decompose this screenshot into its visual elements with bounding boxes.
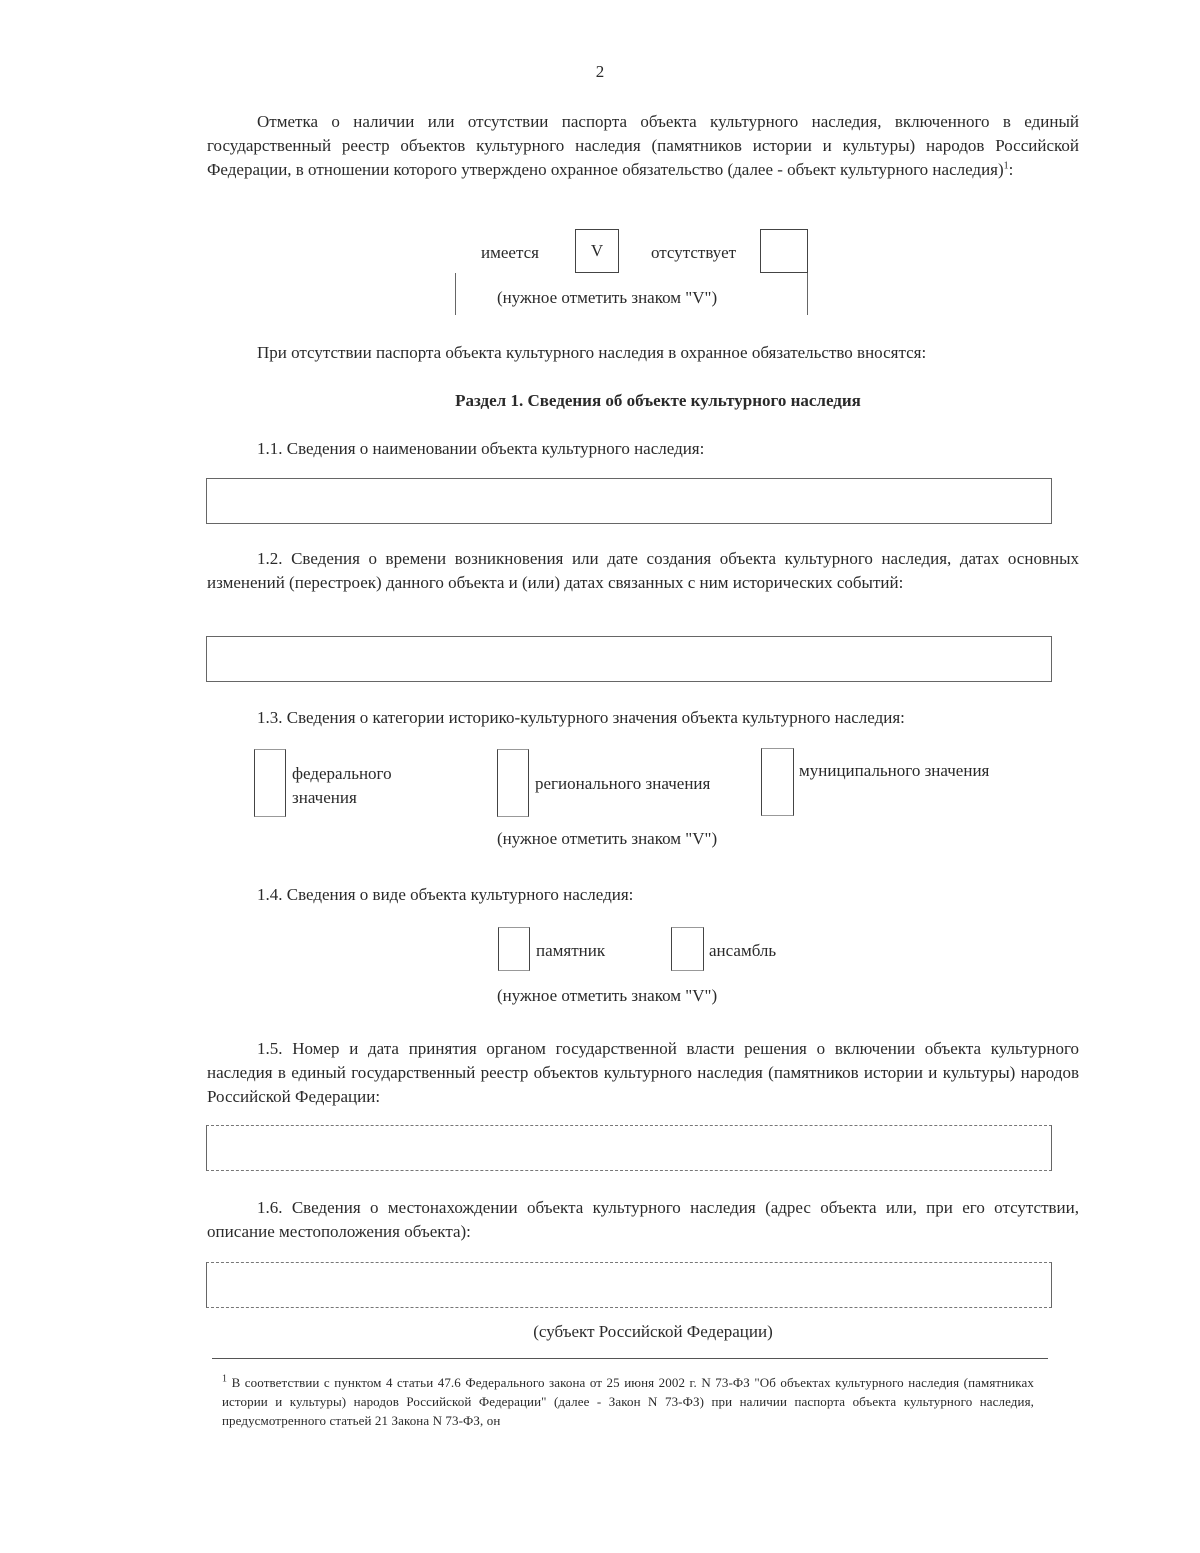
- federal-label: федерального значения: [292, 764, 392, 807]
- municipal-checkbox[interactable]: [761, 748, 794, 816]
- s1-1-label: 1.1. Сведения о наименовании объекта культурного наследия:: [257, 439, 705, 458]
- passport-frame-right: [807, 273, 808, 315]
- s1-6-field[interactable]: [206, 1262, 1052, 1308]
- s1-5-label: 1.5. Номер и дата принятия органом государственной власти решения о включении объекта культурного наследия в единый государственный реестр объектов культурного наследия (памятников истории и культуры) народов Российской Федерации:: [207, 1039, 1079, 1106]
- footnote-separator: [212, 1358, 1048, 1359]
- footnote-text: В соответствии с пунктом 4 статьи 47.6 Федерального закона от 25 июня 2002 г. N 73-ФЗ "Об объектах культурного наследия (памятниках истории и культуры) народов Российской Федерации" (далее - Закон N 73-ФЗ) при наличии паспорта объекта культурного наследия, предусмотренного статьей 21 Закона N 73-ФЗ, он: [222, 1375, 1034, 1428]
- passport-frame-left: [455, 273, 456, 315]
- s1-1-field[interactable]: [206, 478, 1052, 524]
- s1-2-label: 1.2. Сведения о времени возникновения или дате создания объекта культурного наследия, датах основных изменений (перестроек) данного объекта и (или) датах связанных с ним исторических событий:: [207, 549, 1079, 592]
- passport-present-mark: V: [590, 241, 604, 260]
- intro-paragraph: [207, 110, 1079, 182]
- municipal-label: муниципального значения: [799, 761, 990, 780]
- regional-label: регионального значения: [535, 774, 711, 793]
- s1-3-hint: (нужное отметить знаком "V"): [497, 829, 718, 848]
- passport-absent-label: отсутствует: [651, 243, 737, 262]
- regional-checkbox[interactable]: [497, 749, 529, 817]
- s1-4-label: 1.4. Сведения о виде объекта культурного наследия:: [257, 885, 634, 904]
- s1-4-hint: (нужное отметить знаком "V"): [497, 986, 718, 1005]
- footnote: [222, 1373, 1034, 1430]
- passport-hint: (нужное отметить знаком "V"): [497, 288, 718, 307]
- ensemble-label: ансамбль: [709, 941, 777, 960]
- page-number: 2: [595, 62, 605, 81]
- section-title: Раздел 1. Сведения об объекте культурного наследия: [455, 391, 861, 410]
- footnote-mark: 1: [222, 1373, 228, 1385]
- federal-checkbox[interactable]: [254, 749, 286, 817]
- s1-5-field[interactable]: [206, 1125, 1052, 1171]
- absence-note: При отсутствии паспорта объекта культурного наследия в охранное обязательство вносятся:: [257, 343, 927, 362]
- s1-6-caption: (субъект Российской Федерации): [533, 1322, 773, 1341]
- intro-suffix: :: [1008, 160, 1014, 179]
- ensemble-checkbox[interactable]: [671, 927, 704, 971]
- monument-checkbox[interactable]: [498, 927, 530, 971]
- passport-absent-checkbox[interactable]: [760, 229, 808, 273]
- footnote-ref[interactable]: 1: [1003, 160, 1009, 172]
- intro-text: Отметка о наличии или отсутствии паспорта объекта культурного наследия, включенного в единый государственный реестр объектов культурного наследия (памятников истории и культуры) народов Российской Федерации, в отношении которого утверждено охранное обязательство (далее - объект культурного наследия): [207, 112, 1079, 179]
- s1-6-label: 1.6. Сведения о местонахождении объекта культурного наследия (адрес объекта или, при его отсутствии, описание местоположения объекта):: [207, 1198, 1079, 1241]
- passport-present-checkbox[interactable]: [575, 229, 619, 273]
- s1-3-label: 1.3. Сведения о категории историко-культурного значения объекта культурного наследия:: [257, 708, 905, 727]
- monument-label: памятник: [536, 941, 606, 960]
- passport-present-label: имеется: [481, 243, 539, 262]
- s1-2-field[interactable]: [206, 636, 1052, 682]
